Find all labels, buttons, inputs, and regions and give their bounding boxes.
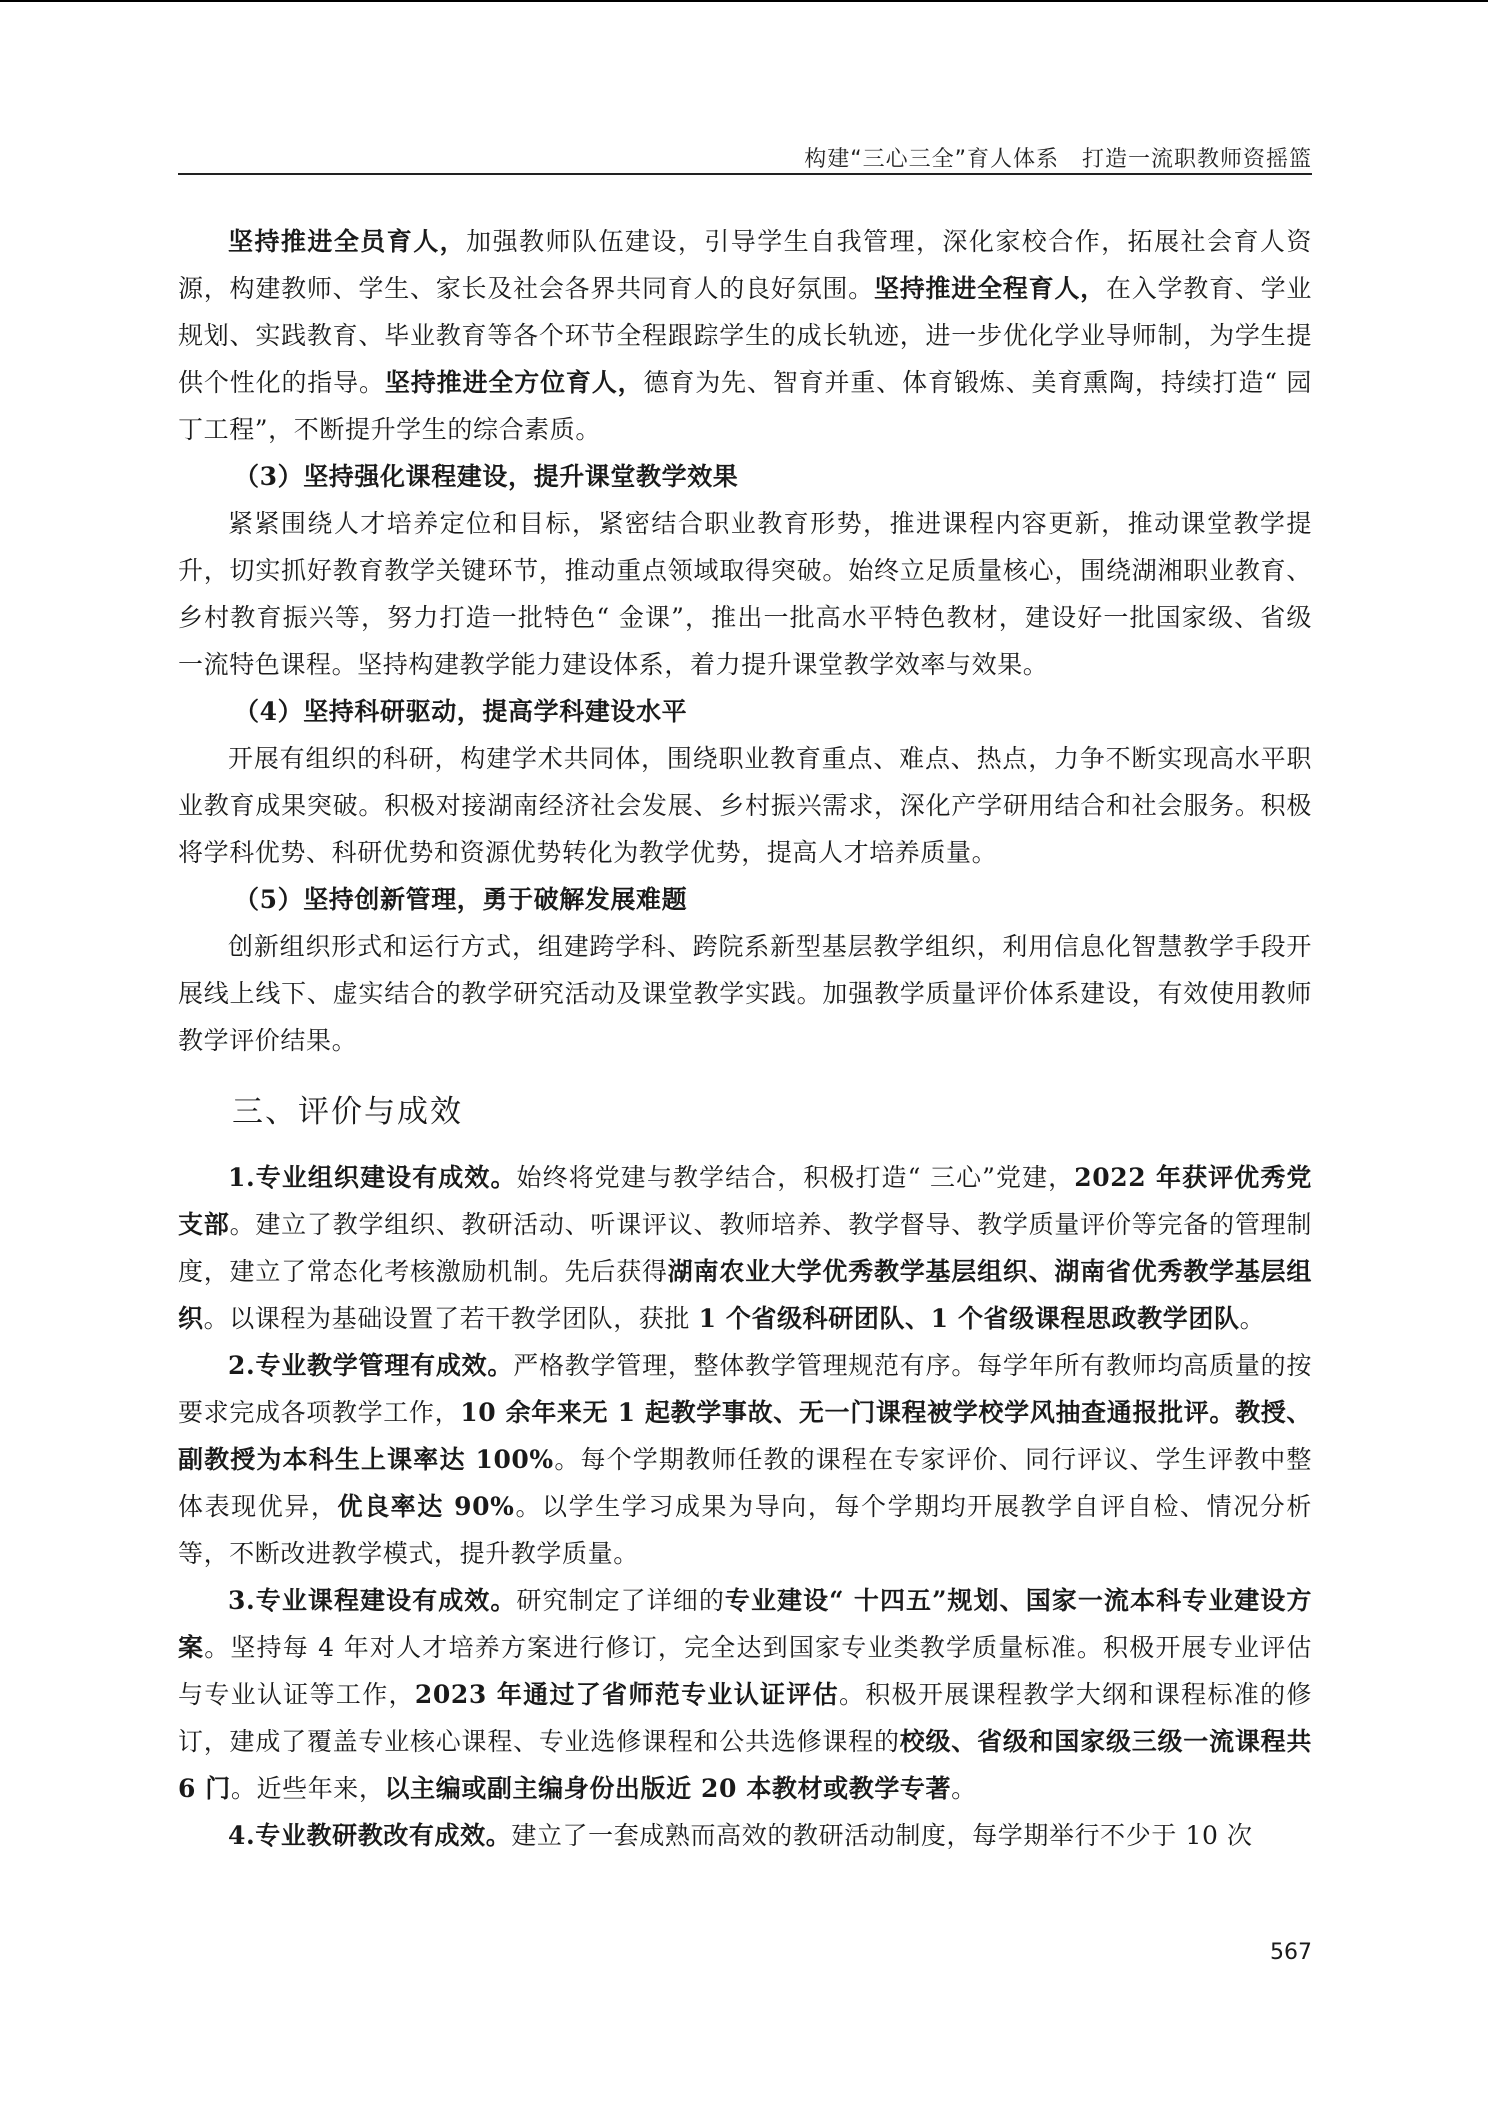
paragraph (178, 1342, 1312, 1577)
text-run: 始终将党建与教学结合，积极打造“ 三心”党建， (516, 1163, 1075, 1192)
text-run: 在入学教育、学业规划、实践教育、毕业教育等各个环节全程跟踪学生的成长轨迹，进一步优化学业导师制，为学生提供个性化的指导。 (178, 274, 1313, 397)
text-run: 。以课程为基础设置了若干教学团队，获批 (203, 1304, 699, 1333)
bold-text: 坚持推进全程育人， (873, 274, 1106, 303)
top-border-line (0, 0, 1488, 2)
text-run: 加强教师队伍建设，引导学生自我管理，深化家校合作，拓展社会育人资源，构建教师、学生、家长及社会各界共同育人的良好氛围。 (178, 227, 1312, 303)
bold-text: 专业建设“ 十四五”规划、国家一流本科专业建设方案 (178, 1586, 1312, 1662)
paragraph (178, 218, 1312, 453)
bold-text: （5）坚持创新管理，勇于破解发展难题 (234, 885, 688, 914)
paragraph (178, 500, 1312, 688)
text-run: 严格教学管理，整体教学管理规范有序。每学年所有教师均高质量的按要求完成各项教学工作， (178, 1351, 1312, 1427)
bold-text: 2.专业教学管理有成效。 (228, 1351, 514, 1380)
bold-text: 4.专业教研教改有成效。 (228, 1821, 512, 1850)
section-heading (178, 1090, 1312, 1134)
text-run: 紧紧围绕人才培养定位和目标，紧密结合职业教育形势，推进课程内容更新，推动课堂教学提升，切实抓好教育教学关键环节，推动重点领域取得突破。始终立足质量核心，围绕湖湘职业教育、乡村教育振兴等，努力打造一批特色“ 金课”，推出一批高水平特色教材，建设好一批国家级、省级一流特色课程。坚持构建教学能力建设体系，着力提升课堂教学效率与效果。 (178, 509, 1312, 679)
page-body (178, 218, 1312, 1859)
bold-text: 10 余年来无 1 起教学事故、无一门课程被学校学风抽查通报批评。教授、副教授为本科生上课率达 100% (178, 1398, 1312, 1474)
text-run: 研究制定了详细的 (516, 1586, 725, 1615)
subheading (178, 876, 1312, 923)
running-header: 构建“三心三全”育人体系 打造一流职教师资摇篮 (804, 147, 1312, 172)
text-run: 德育为先、智育并重、体育锻炼、美育熏陶，持续打造“ 园丁工程”，不断提升学生的综合素质。 (178, 368, 1312, 444)
text-run: 。近些年来， (230, 1774, 385, 1803)
bold-text: 以主编或副主编身份出版近 20 本教材或教学专著 (384, 1774, 952, 1803)
text-run: 。 (1239, 1304, 1266, 1333)
subheading (178, 688, 1312, 735)
text-run: 创新组织形式和运行方式，组建跨学科、跨院系新型基层教学组织，利用信息化智慧教学手段开展线上线下、虚实结合的教学研究活动及课堂教学实践。加强教学质量评价体系建设，有效使用教师教学评价结果。 (178, 932, 1312, 1055)
text-run: 。坚持每 4 年对人才培养方案进行修订，完全达到国家专业类教学质量标准。积极开展专业评估与专业认证等工作， (178, 1633, 1312, 1709)
text-run: 。积极开展课程教学大纲和课程标准的修订，建成了覆盖专业核心课程、专业选修课程和公共选修课程的 (178, 1680, 1312, 1756)
text-run: 三、评价与成效 (232, 1094, 463, 1130)
bold-text: 2022 年获评优秀党支部 (178, 1163, 1312, 1239)
bold-text: 3.专业课程建设有成效。 (228, 1586, 517, 1615)
bold-text: 优良率达 90% (337, 1492, 515, 1521)
paragraph (178, 1154, 1312, 1342)
text-run: 开展有组织的科研，构建学术共同体，围绕职业教育重点、难点、热点，力争不断实现高水平职业教育成果突破。积极对接湖南经济社会发展、乡村振兴需求，深化产学研用结合和社会服务。积极将学科优势、科研优势和资源优势转化为教学优势，提高人才培养质量。 (178, 744, 1312, 867)
bold-text: 1 个省级科研团队、1 个省级课程思政教学团队 (698, 1304, 1240, 1333)
bold-text: 坚持推进全员育人， (228, 227, 467, 256)
text-run: 。建立了教学组织、教研活动、听课评议、教师培养、教学督导、教学质量评价等完备的管理制度，建立了常态化考核激励机制。先后获得 (178, 1210, 1312, 1286)
bold-text: 湖南农业大学优秀教学基层组织、湖南省优秀教学基层组织 (178, 1257, 1312, 1333)
paragraph (178, 1812, 1312, 1859)
bold-text: 2023 年通过了省师范专业认证评估 (414, 1680, 839, 1709)
paragraph (178, 1577, 1312, 1812)
bold-text: 校级、省级和国家级三级一流课程共 6 门 (178, 1727, 1312, 1803)
text-run: 。每个学期教师任教的课程在专家评价、同行评议、学生评教中整体表现优异， (178, 1445, 1313, 1521)
page-number: 567 (1270, 1940, 1312, 1965)
text-run: 。 (951, 1774, 977, 1803)
text-run: 建立了一套成熟而高效的教研活动制度，每学期举行不少于 10 次 (511, 1821, 1253, 1850)
bold-text: 坚持推进全方位育人， (384, 368, 644, 397)
text-run: 。以学生学习成果为导向，每个学期均开展教学自评自检、情况分析等，不断改进教学模式，提升教学质量。 (178, 1492, 1312, 1568)
bold-text: （3）坚持强化课程建设，提升课堂教学效果 (234, 462, 739, 491)
header-rule (178, 173, 1312, 175)
bold-text: （4）坚持科研驱动，提高学科建设水平 (234, 697, 688, 726)
paragraph (178, 923, 1312, 1064)
paragraph (178, 735, 1312, 876)
bold-text: 1.专业组织建设有成效。 (228, 1163, 517, 1192)
subheading (178, 453, 1312, 500)
